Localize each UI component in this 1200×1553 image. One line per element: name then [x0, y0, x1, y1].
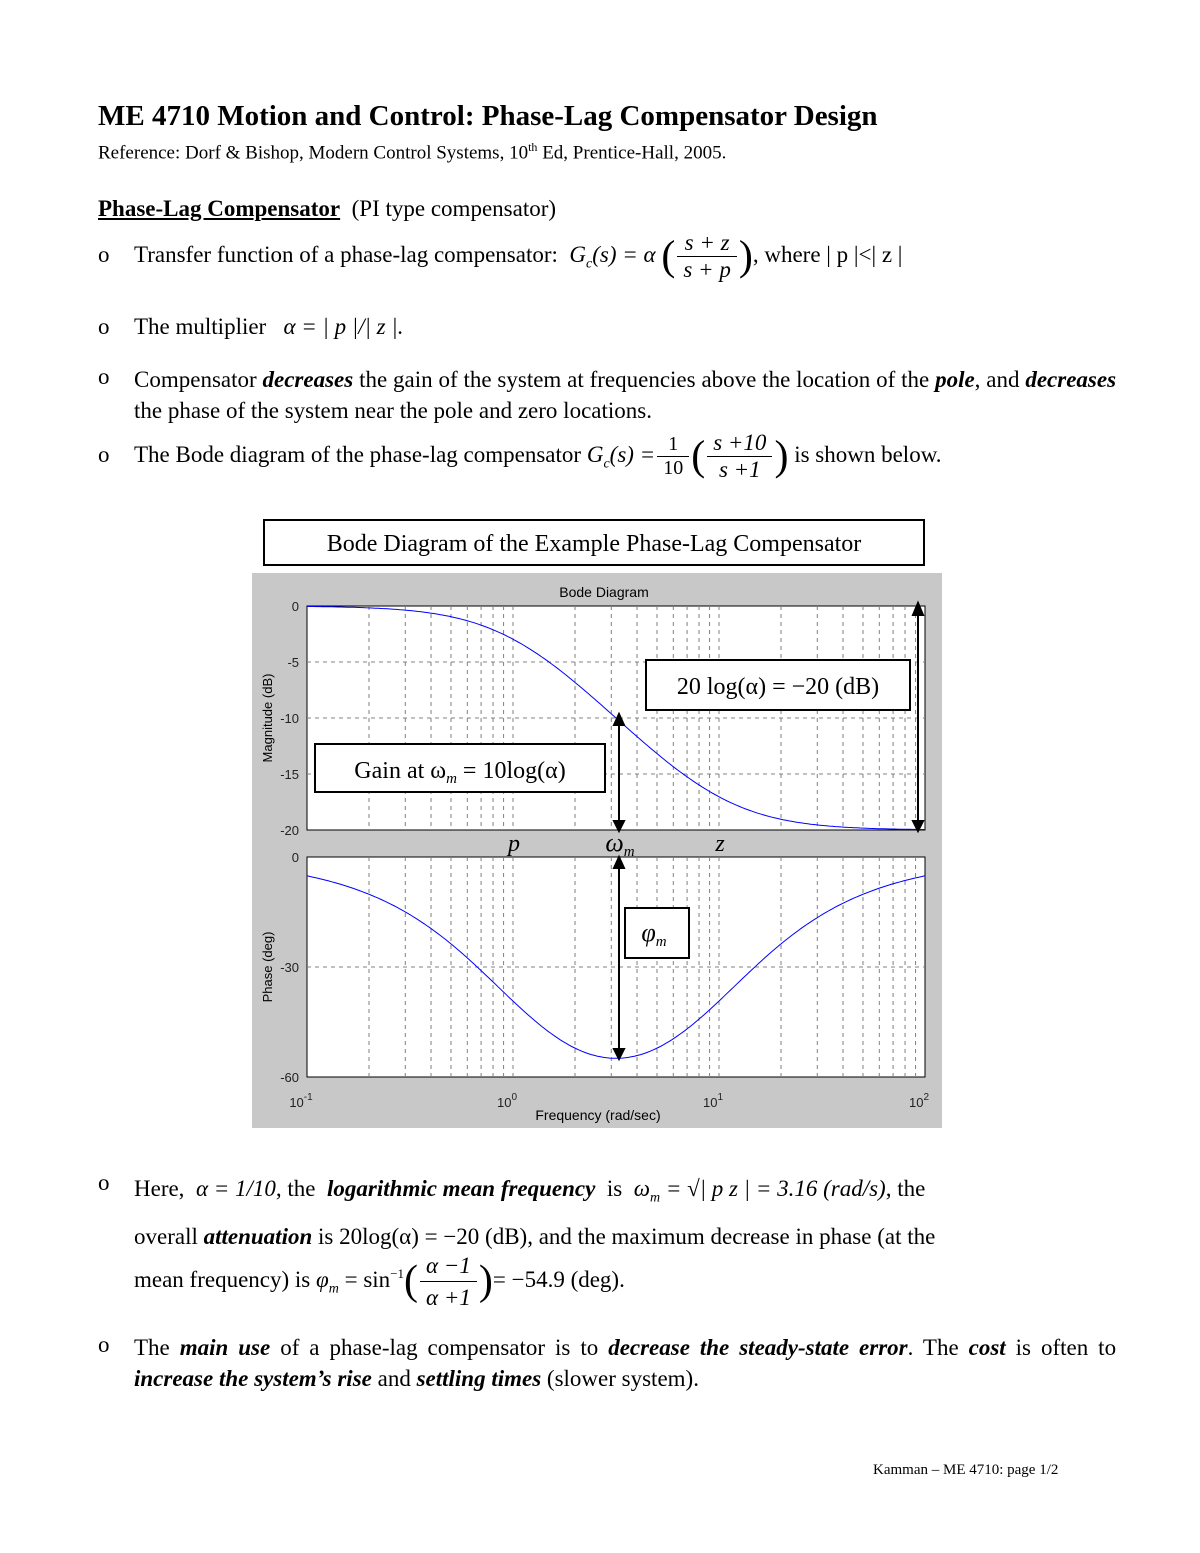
section-subtitle: (PI type compensator)	[351, 196, 557, 221]
bode-figure	[252, 573, 942, 1128]
page-footer: Kamman – ME 4710: page 1/2	[873, 1462, 1059, 1478]
bullet-bode-example: o The Bode diagram of the phase-lag compensator $G_c(s)$ = $\frac{1}{10}$ ( $\frac{s +10}{s +1}$ ) is shown below.	[98, 430, 942, 482]
x-axis-label: Frequency (rad/sec)	[535, 1107, 661, 1123]
magnitude-tick-label: -5	[287, 655, 299, 670]
x-tick-label: $10^2$	[908, 1092, 930, 1110]
magnitude-tick-label: 0	[291, 599, 299, 614]
bullet-gain-decrease-text: Compensator decreases the gain of the system at frequencies above the location of the pole, and decreases the phase of the system near the pole and zero locations.	[134, 367, 1117, 423]
x-tick-label: $10^{-1}$	[289, 1092, 313, 1110]
bode-plot	[252, 573, 942, 1128]
phase-tick-label: -30	[280, 960, 299, 975]
mean-frequency-label: ωm	[605, 828, 635, 860]
attenuation-label: 20 log(α) = −20 (dB)	[676, 674, 880, 700]
transfer-fraction: $\frac{s + z}{s + p}$	[677, 230, 736, 283]
figure-caption: Bode Diagram of the Example Phase-Lag Compensator	[263, 519, 925, 566]
phase-formula-line: mean frequency) is $\varphi_m = \sin^{-1}$( $\frac{\alpha -1}{\alpha +1}$ )= −54.9 (deg).	[134, 1250, 1116, 1313]
bullet-here-text: Here, α = 1/10, the logarithmic mean frequency is $\omega_m$ = √| p z | = 3.16 (rad/s), the overall attenuation is 20log(α) = −20 (dB), and the maximum decrease in phase (at the	[134, 1176, 936, 1249]
magnitude-ylabel: Magnitude (dB)	[260, 673, 275, 763]
magnitude-tick-label: -20	[280, 823, 299, 838]
bullet-gain-decrease: o	[98, 364, 110, 389]
phase-axes	[307, 857, 925, 1077]
zero-label: z	[715, 831, 725, 857]
phase-tick-label: 0	[291, 850, 299, 865]
bullet-transfer-function: o Transfer function of a phase-lag compensator: $G_c(s) = \alpha$ ( $\frac{s + z}{s + p}$ ), where | p |<| z |	[98, 230, 903, 282]
gain-label: Gain at $\omega_m = 10\log(\alpha)$	[354, 758, 566, 787]
bullet-here: o	[98, 1170, 110, 1195]
section-heading	[98, 196, 556, 222]
bullet-main-use: o	[98, 1332, 110, 1357]
pole-label: p	[508, 831, 520, 857]
x-tick-label: $10^0$	[496, 1092, 518, 1110]
x-tick-label: $10^1$	[702, 1092, 724, 1110]
bullet-main-use-text: The main use of a phase-lag compensator is to decrease the steady-state error. The cost is often to increase the system’s rise and settling times (slower system).	[134, 1335, 1117, 1391]
magnitude-tick-label: -10	[280, 711, 299, 726]
phi-label-box	[625, 908, 689, 958]
bullet-multiplier: o The multiplier α = | p |/| z |.	[98, 314, 404, 339]
reference-line: Reference: Dorf & Bishop, Modern Control Systems, 10th Ed, Prentice-Hall, 2005.	[98, 140, 727, 164]
phase-tick-label: -60	[280, 1070, 299, 1085]
phase-ylabel: Phase (deg)	[260, 931, 275, 1003]
page-title: ME 4710 Motion and Control: Phase-Lag Compensator Design	[98, 100, 878, 132]
section-title: Phase-Lag Compensator	[98, 196, 341, 221]
plot-title: Bode Diagram	[559, 584, 649, 600]
magnitude-tick-label: -15	[280, 767, 299, 782]
phi-label: φm	[641, 918, 667, 950]
